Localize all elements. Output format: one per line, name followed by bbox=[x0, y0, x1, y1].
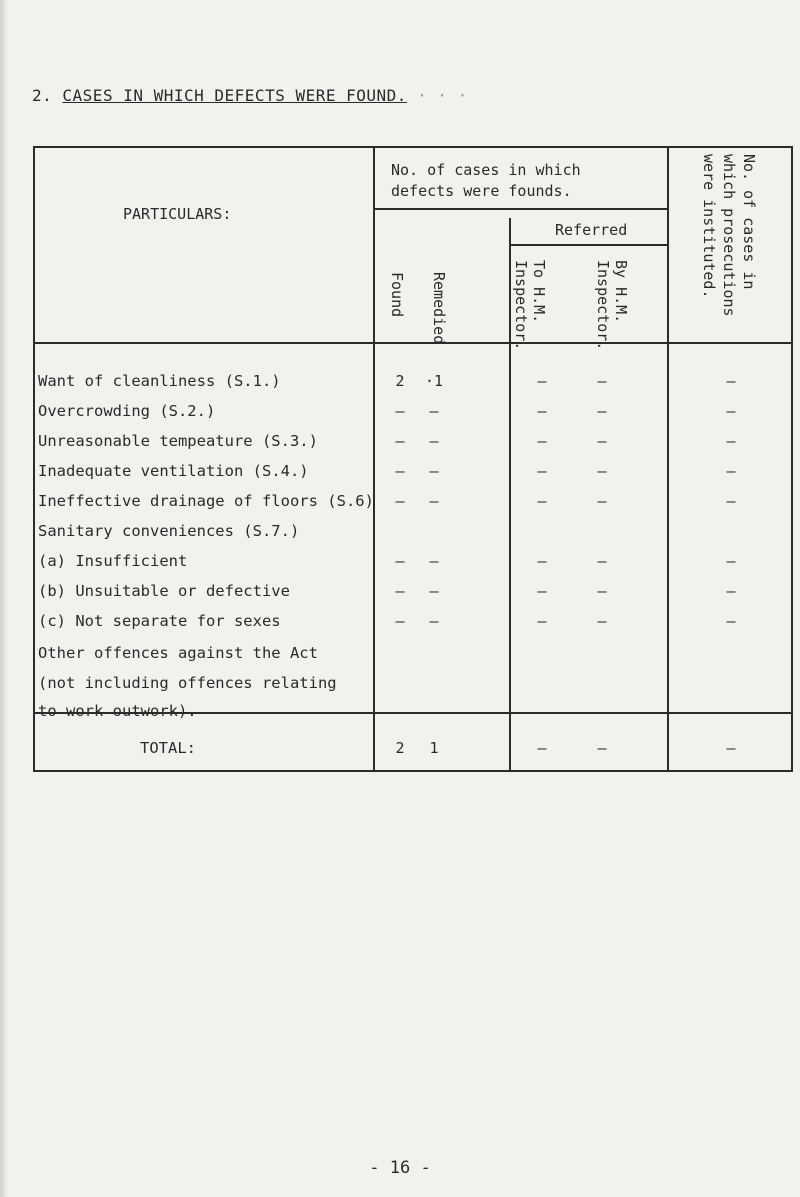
total-label: TOTAL: bbox=[140, 739, 196, 757]
prosecutions-value: – bbox=[726, 582, 736, 600]
found-value: – bbox=[395, 492, 405, 510]
found-value: – bbox=[395, 402, 405, 420]
section-trail: · · · bbox=[417, 86, 468, 105]
to-hm-value: – bbox=[537, 372, 547, 390]
prosecutions-value: – bbox=[726, 402, 736, 420]
referred-header: Referred bbox=[555, 221, 628, 239]
prosecutions-value: – bbox=[726, 612, 736, 630]
found-value: 2 bbox=[395, 372, 405, 390]
total-to-hm-value: – bbox=[537, 739, 547, 757]
to-hm-header-line-2: Inspector. bbox=[512, 260, 530, 351]
found-value: – bbox=[395, 462, 405, 480]
to-hm-value: – bbox=[537, 492, 547, 510]
row-label: Inadequate ventilation (S.4.) bbox=[38, 462, 309, 480]
to-hm-value: – bbox=[537, 462, 547, 480]
by-hm-value: – bbox=[597, 492, 607, 510]
section-heading bbox=[32, 86, 468, 105]
row-label: Sanitary conveniences (S.7.) bbox=[38, 522, 300, 540]
found-value: – bbox=[395, 612, 405, 630]
page-edge-shadow bbox=[0, 0, 8, 1197]
prosecutions-header-line-2: which prosecutions bbox=[720, 154, 738, 317]
by-hm-value: – bbox=[597, 552, 607, 570]
row-label: Unreasonable tempeature (S.3.) bbox=[38, 432, 318, 450]
prosecutions-header-line-1: No. of cases in bbox=[740, 154, 758, 290]
to-hm-value: – bbox=[537, 552, 547, 570]
divider-particulars bbox=[373, 146, 375, 772]
row-label: Overcrowding (S.2.) bbox=[38, 402, 216, 420]
remedied-header: Remedied bbox=[430, 272, 448, 345]
prosecutions-value: – bbox=[726, 492, 736, 510]
remedied-value: – bbox=[429, 552, 439, 570]
prosecutions-value: – bbox=[726, 552, 736, 570]
page-number: - 16 - bbox=[369, 1158, 431, 1178]
to-hm-value: – bbox=[537, 432, 547, 450]
total-remedied-value: 1 bbox=[429, 739, 439, 757]
divider-prosecutions bbox=[667, 146, 669, 772]
to-hm-value: – bbox=[537, 402, 547, 420]
total-prosecutions-value: – bbox=[726, 739, 736, 757]
cases-header-line-1: No. of cases in which bbox=[391, 161, 581, 179]
by-hm-value: – bbox=[597, 402, 607, 420]
total-found-value: 2 bbox=[395, 739, 405, 757]
remedied-value: – bbox=[429, 612, 439, 630]
by-hm-value: – bbox=[597, 612, 607, 630]
remedied-value: ·1 bbox=[424, 372, 444, 390]
row-label: Other offences against the Act bbox=[38, 644, 318, 662]
to-hm-value: – bbox=[537, 582, 547, 600]
to-hm-header-line-1: To H.M. bbox=[530, 260, 548, 324]
prosecutions-value: – bbox=[726, 432, 736, 450]
prosecutions-value: – bbox=[726, 462, 736, 480]
row-label: to work outwork). bbox=[38, 702, 197, 720]
row-label: (not including offences relating bbox=[38, 674, 337, 692]
row-label: (a) Insufficient bbox=[38, 552, 188, 570]
found-value: – bbox=[395, 582, 405, 600]
found-header: Found bbox=[388, 272, 406, 318]
remedied-value: – bbox=[429, 402, 439, 420]
particulars-header: PARTICULARS: bbox=[123, 205, 232, 223]
remedied-value: – bbox=[429, 462, 439, 480]
row-label: Want of cleanliness (S.1.) bbox=[38, 372, 281, 390]
row-label: Ineffective drainage of floors (S.6) bbox=[38, 492, 374, 510]
found-value: – bbox=[395, 552, 405, 570]
by-hm-header-line-2: Inspector. bbox=[594, 260, 612, 351]
prosecutions-header-line-3: were instituted. bbox=[700, 154, 718, 299]
section-title: CASES IN WHICH DEFECTS WERE FOUND. bbox=[62, 86, 407, 105]
found-value: – bbox=[395, 432, 405, 450]
row-label: (c) Not separate for sexes bbox=[38, 612, 281, 630]
header-cases-rule bbox=[373, 208, 667, 210]
table-border-left bbox=[33, 146, 35, 772]
remedied-value: – bbox=[429, 492, 439, 510]
section-number: 2. bbox=[32, 86, 53, 105]
table-border-top bbox=[33, 146, 793, 148]
cases-header-line-2: defects were founds. bbox=[391, 182, 572, 200]
by-hm-value: – bbox=[597, 462, 607, 480]
table-border-right bbox=[791, 146, 793, 772]
by-hm-value: – bbox=[597, 372, 607, 390]
by-hm-value: – bbox=[597, 582, 607, 600]
row-label: (b) Unsuitable or defective bbox=[38, 582, 290, 600]
table-border-bottom bbox=[33, 770, 793, 772]
prosecutions-value: – bbox=[726, 372, 736, 390]
to-hm-value: – bbox=[537, 612, 547, 630]
header-referred-rule bbox=[509, 244, 667, 246]
by-hm-header-line-1: By H.M. bbox=[612, 260, 630, 324]
remedied-value: – bbox=[429, 582, 439, 600]
header-bottom-rule bbox=[33, 342, 793, 344]
by-hm-value: – bbox=[597, 432, 607, 450]
total-by-hm-value: – bbox=[597, 739, 607, 757]
remedied-value: – bbox=[429, 432, 439, 450]
